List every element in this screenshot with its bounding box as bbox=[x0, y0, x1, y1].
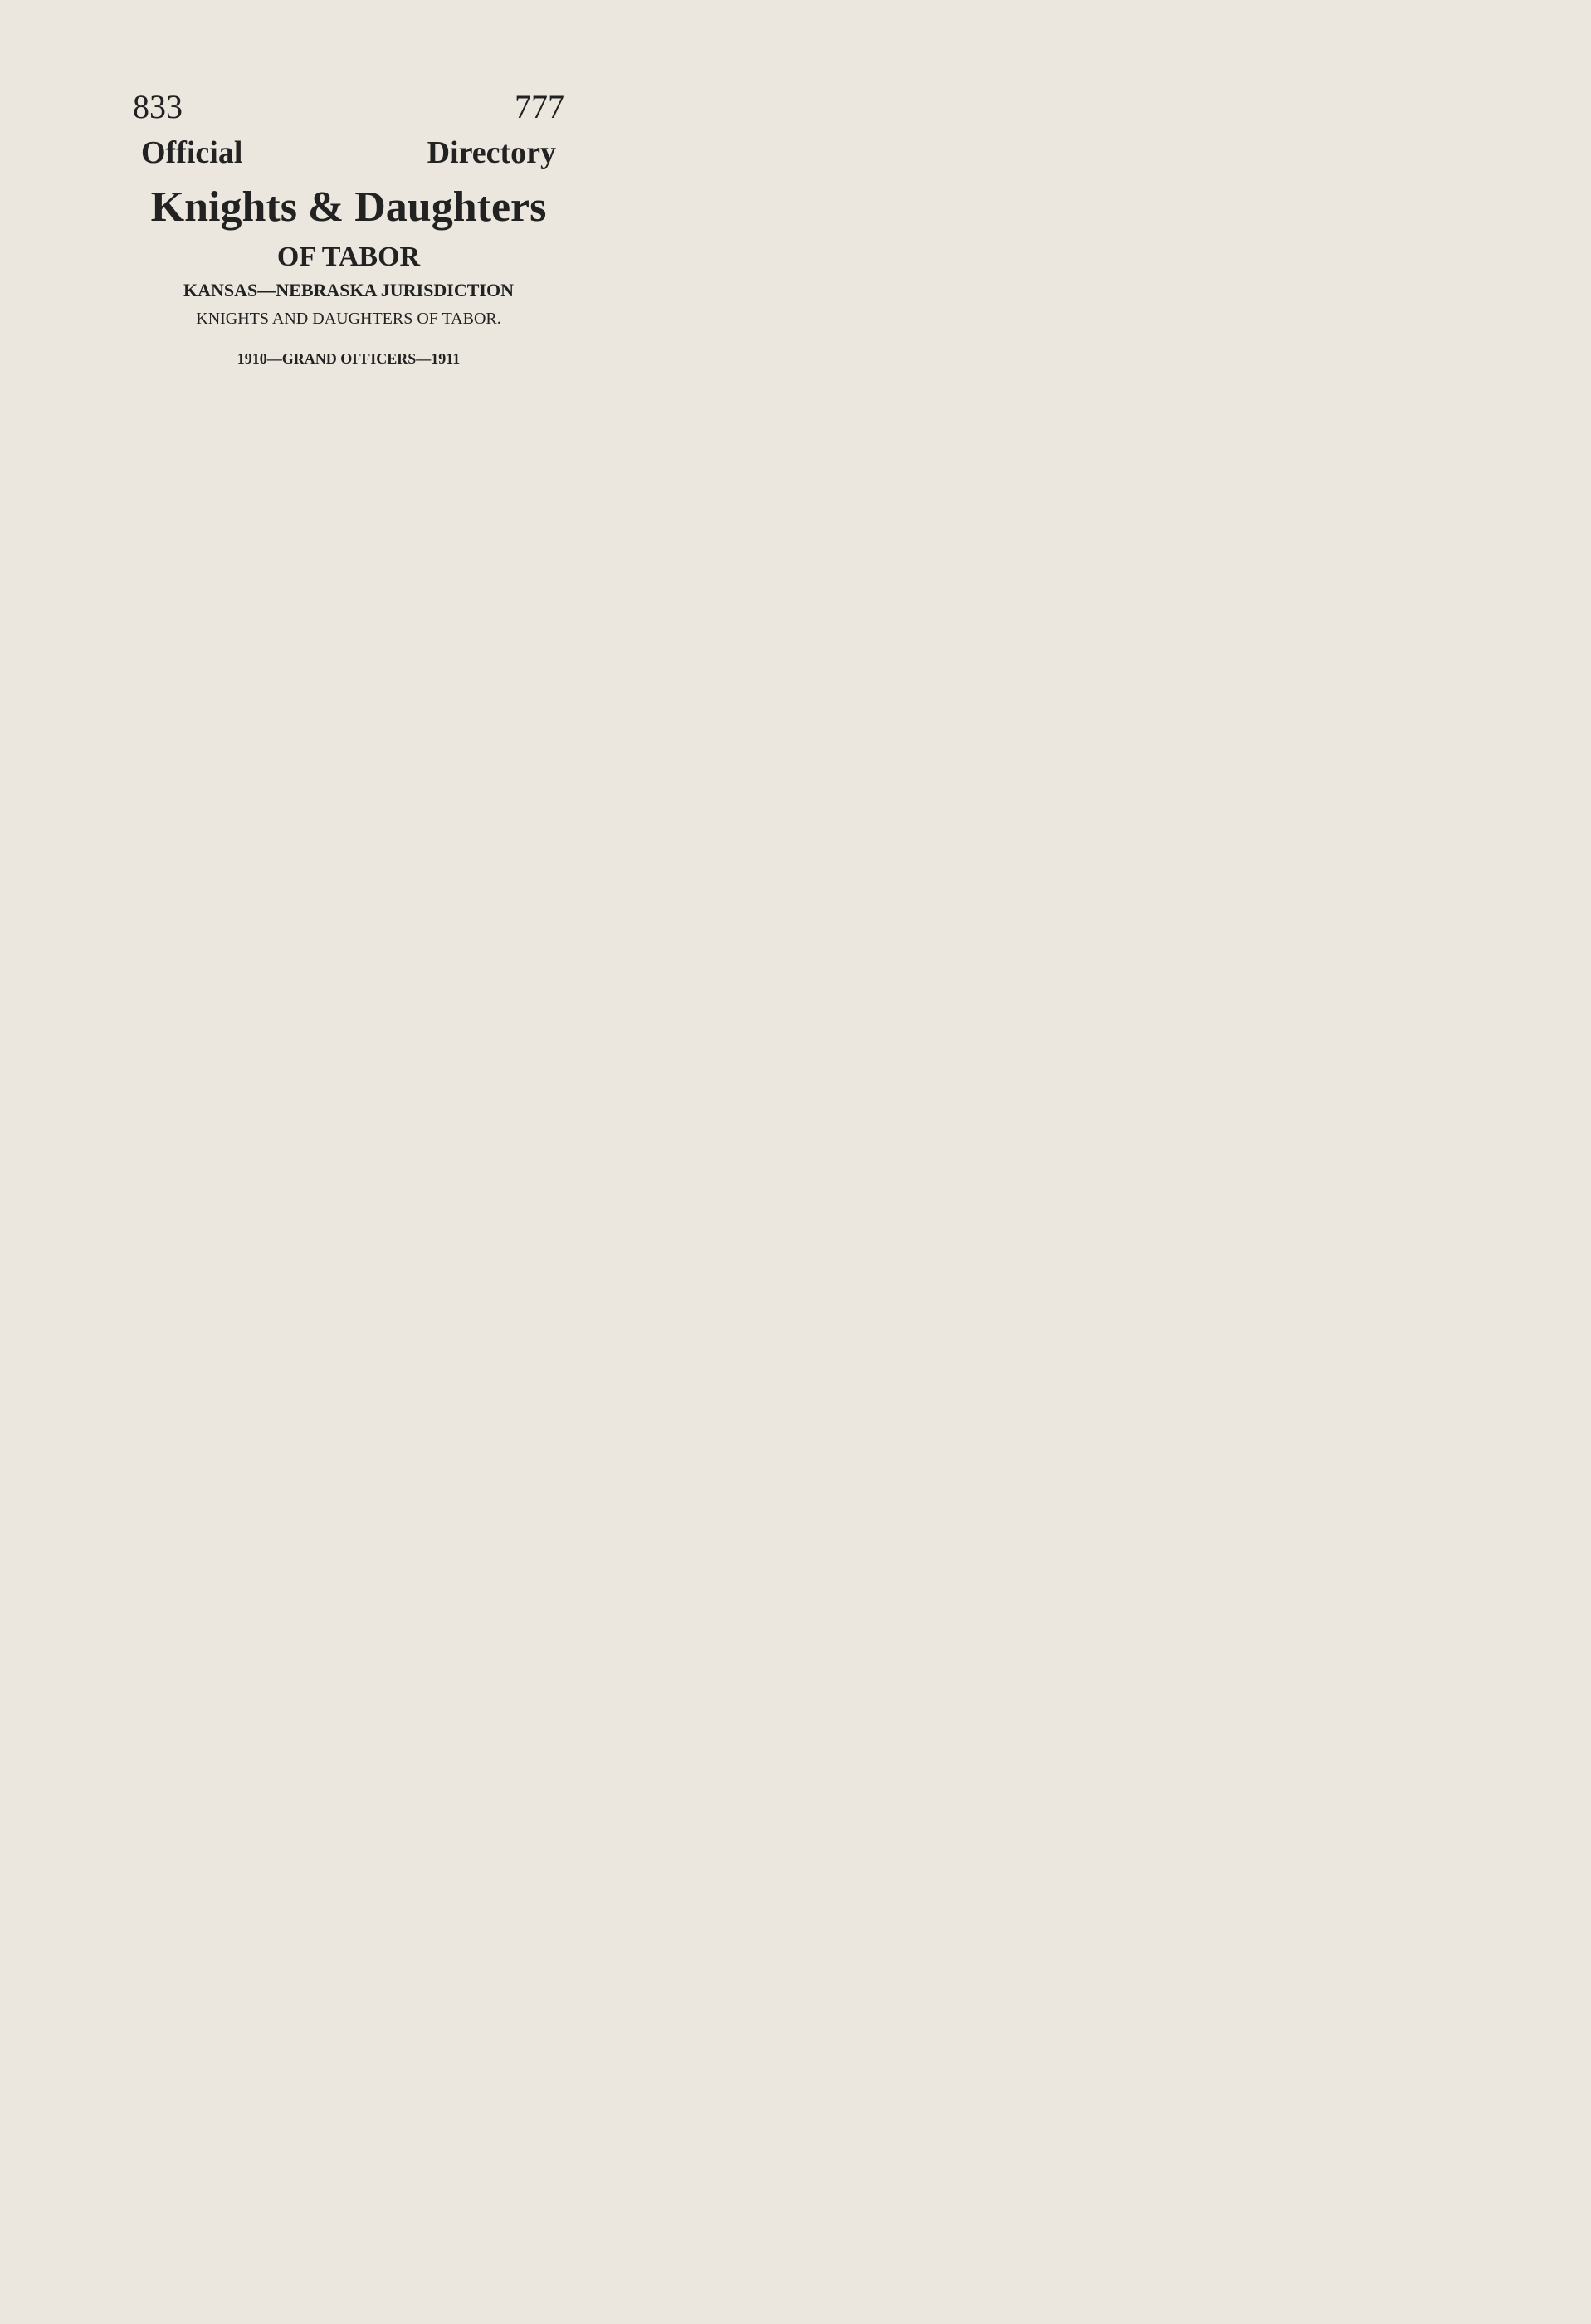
number-right: 777 bbox=[515, 88, 564, 125]
directory-title: Knights & Daughters bbox=[150, 183, 547, 231]
order-name: KNIGHTS AND DAUGHTERS OF TABOR. bbox=[196, 310, 501, 328]
directory-subtitle: OF TABOR bbox=[276, 242, 421, 272]
number-left: 833 bbox=[133, 88, 183, 125]
official-label: Official bbox=[141, 135, 243, 170]
grand-officers-heading: 1910—GRAND OFFICERS—1911 bbox=[237, 350, 461, 367]
title-row bbox=[116, 134, 581, 171]
header-numbers bbox=[116, 87, 581, 126]
directory-label: Directory bbox=[427, 135, 556, 170]
jurisdiction: KANSAS—NEBRASKA JURISDICTION bbox=[183, 280, 514, 300]
directory-header bbox=[116, 87, 581, 368]
